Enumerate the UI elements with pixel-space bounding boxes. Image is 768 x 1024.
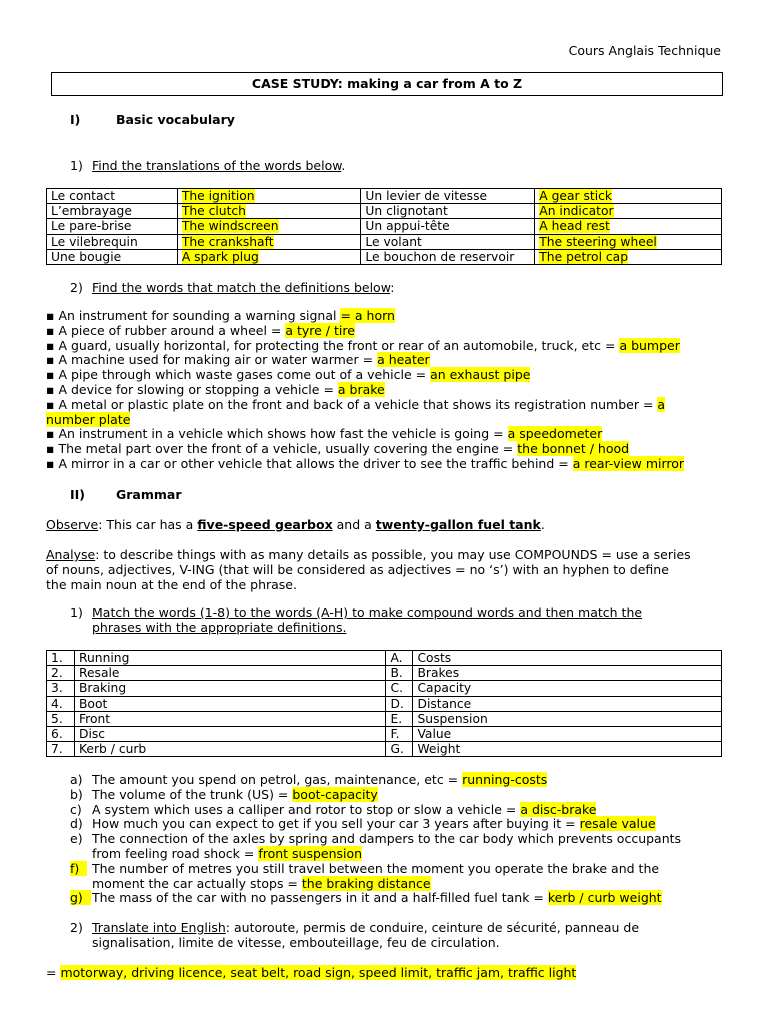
vocab-cell: The petrol cap <box>535 249 722 264</box>
answer-highlight: motorway, driving licence, seat belt, road sign, speed limit, traffic jam, traffic light <box>60 965 577 980</box>
section-heading-vocabulary <box>70 112 235 127</box>
vocab-cell: Un appui-tête <box>361 219 535 234</box>
answer-highlight: a <box>657 396 666 412</box>
definition-line: ▪ A guard, usually horizontal, for protecting the front or rear of an automobile, truck, etc = a bumper <box>46 337 680 353</box>
definition-line: ▪ An instrument in a vehicle which shows how fast the vehicle is going = a speedometer <box>46 426 603 442</box>
section-number: II) <box>70 487 86 502</box>
match-row <box>47 666 722 681</box>
match-cell: Disc <box>74 726 386 741</box>
answer-highlight: a disc-brake <box>520 801 597 817</box>
match-row <box>47 681 722 696</box>
observe-paragraph: Observe: This car has a five-speed gearbox and a twenty-gallon fuel tank. <box>46 517 545 532</box>
item-letter: c) <box>70 801 82 817</box>
match-cell: Suspension <box>413 711 722 726</box>
item-letter: e) <box>70 831 83 847</box>
vocab-cell: The crankshaft <box>177 234 361 249</box>
question-translate: 2) Translate into English: autoroute, permis de conduire, ceinture de sécurité, panneau de signalisation, limite de vitesse, embouteillage, feu de circulation. <box>70 920 640 950</box>
answer-highlight: front suspension <box>258 845 363 861</box>
definition-line: ▪ The metal part over the front of a vehicle, usually covering the engine = the bonnet / hood <box>46 441 630 457</box>
vocab-cell: Le pare-brise <box>47 219 178 234</box>
vocab-cell: Le vilebrequin <box>47 234 178 249</box>
definitions-list <box>46 309 726 472</box>
item-text: The amount you spend on petrol, gas, maintenance, etc = running-costs <box>92 772 548 787</box>
definition-item <box>70 773 730 788</box>
vocab-cell: Le volant <box>361 234 535 249</box>
match-cell: Front <box>74 711 386 726</box>
vocabulary-table <box>46 188 722 265</box>
answer-highlight: the braking distance <box>301 875 431 891</box>
match-cell: E. <box>386 711 413 726</box>
definition-item <box>70 803 730 818</box>
answer-highlight: a speedometer <box>507 426 603 442</box>
vocab-cell: The clutch <box>177 204 361 219</box>
vocab-cell: A head rest <box>535 219 722 234</box>
answer-highlight: = a horn <box>340 308 395 323</box>
item-text: A system which uses a calliper and rotor to stop or slow a vehicle = a disc-brake <box>92 801 597 817</box>
match-row <box>47 742 722 757</box>
vocab-row <box>47 234 722 249</box>
vocab-cell: Le bouchon de reservoir <box>361 249 535 264</box>
item-letter: f) <box>70 862 92 892</box>
definition-line: ▪ A pipe through which waste gases come out of a vehicle = an exhaust pipe <box>46 367 531 383</box>
vocab-row <box>47 204 722 219</box>
document-header: Cours Anglais Technique <box>568 43 721 58</box>
vocab-row <box>47 219 722 234</box>
match-cell: Running <box>74 651 386 666</box>
match-cell: Boot <box>74 696 386 711</box>
vocab-row <box>47 249 722 264</box>
answer-highlight: the bonnet / hood <box>517 441 630 457</box>
answer-highlight: running-costs <box>462 772 548 787</box>
answer-highlight: a tyre / tire <box>285 322 355 338</box>
definition-line: ▪ An instrument for sounding a warning signal = a horn <box>46 308 395 323</box>
vocab-cell: An indicator <box>535 204 722 219</box>
answer-highlight: a bumper <box>619 337 680 353</box>
item-letter: g) <box>70 891 92 906</box>
match-row <box>47 726 722 741</box>
vocab-cell: Un levier de vitesse <box>361 189 535 204</box>
match-cell: Costs <box>413 651 722 666</box>
match-cell: 1. <box>47 651 75 666</box>
match-cell: Brakes <box>413 666 722 681</box>
match-cell: A. <box>386 651 413 666</box>
item-text: The volume of the trunk (US) = boot-capacity <box>92 786 378 802</box>
answer-highlight: boot-capacity <box>292 786 378 802</box>
match-cell: 3. <box>47 681 75 696</box>
definition-item <box>70 832 730 862</box>
vocab-cell: Le contact <box>47 189 178 204</box>
section-heading-grammar <box>70 487 182 502</box>
definition-line: ▪ A device for slowing or stopping a vehicle = a brake <box>46 381 385 397</box>
match-cell: Weight <box>413 742 722 757</box>
question-label: Translate into English <box>92 920 226 935</box>
item-text: The mass of the car with no passengers in it and a half-filled fuel tank = kerb / curb weight <box>92 890 662 906</box>
definition-item <box>70 862 730 892</box>
match-cell: B. <box>386 666 413 681</box>
vocab-cell: The ignition <box>177 189 361 204</box>
question-definitions: 2) Find the words that match the definitions below: <box>70 280 395 295</box>
item-letter: d) <box>70 816 83 832</box>
item-text: How much you can expect to get if you sell your car 3 years after buying it = resale value <box>92 816 656 832</box>
question-match: 1) Match the words (1-8) to the words (A-H) to make compound words and then match the phrases with the appropriate definitions. <box>70 605 643 635</box>
translation-answer: = motorway, driving licence, seat belt, road sign, speed limit, traffic jam, traffic light <box>46 965 577 980</box>
item-letter: b) <box>70 786 83 802</box>
match-row <box>47 651 722 666</box>
match-cell: D. <box>386 696 413 711</box>
item-text: The number of metres you still travel between the moment you operate the brake and the moment the car actually stops = the braking distance <box>92 860 660 891</box>
question-text: Find the words that match the definitions below <box>92 280 391 295</box>
example-compound: five-speed gearbox <box>197 517 333 532</box>
match-cell: Resale <box>74 666 386 681</box>
document-title: CASE STUDY: making a car from A to Z <box>51 72 723 96</box>
definition-line: ▪ A machine used for making air or water warmer = a heater <box>46 352 430 368</box>
definition-line: ▪ A mirror in a car or other vehicle that allows the driver to see the traffic behind = a rear-view mirror <box>46 455 685 471</box>
definition-line: ▪ A piece of rubber around a wheel = a tyre / tire <box>46 322 355 338</box>
vocab-cell: A gear stick <box>535 189 722 204</box>
match-cell: 5. <box>47 711 75 726</box>
matching-table <box>46 650 722 757</box>
answer-highlight: a rear-view mirror <box>572 455 685 471</box>
definition-item <box>70 788 730 803</box>
match-cell: Value <box>413 726 722 741</box>
answer-highlight: a heater <box>377 352 430 368</box>
match-cell: C. <box>386 681 413 696</box>
section-title: Grammar <box>116 487 182 502</box>
vocab-row <box>47 189 722 204</box>
vocab-cell: L’embrayage <box>47 204 178 219</box>
vocab-cell: The steering wheel <box>535 234 722 249</box>
item-letter: a) <box>70 772 83 787</box>
answer-highlight: an exhaust pipe <box>430 367 531 383</box>
match-cell: 7. <box>47 742 75 757</box>
match-cell: Braking <box>74 681 386 696</box>
match-row <box>47 696 722 711</box>
item-text: The connection of the axles by spring and dampers to the car body which prevents occupants from feeling road shock = front suspension <box>92 831 682 861</box>
definition-line <box>46 413 726 428</box>
definition-items <box>70 773 730 906</box>
match-cell: 2. <box>47 666 75 681</box>
match-cell: Distance <box>413 696 722 711</box>
answer-highlight: a brake <box>337 381 385 397</box>
section-number: I) <box>70 112 81 127</box>
answer-highlight: kerb / curb weight <box>547 890 662 906</box>
answer-highlight: number plate <box>46 411 131 427</box>
match-cell: F. <box>386 726 413 741</box>
definition-item <box>70 817 730 832</box>
answer-highlight: resale value <box>579 816 656 832</box>
match-cell: 4. <box>47 696 75 711</box>
section-title: Basic vocabulary <box>116 112 235 127</box>
vocab-cell: The windscreen <box>177 219 361 234</box>
match-cell: Kerb / curb <box>74 742 386 757</box>
match-cell: G. <box>386 742 413 757</box>
match-row <box>47 711 722 726</box>
question-translations: 1) Find the translations of the words below. <box>70 158 346 173</box>
observe-label: Observe <box>46 517 99 532</box>
match-cell: 6. <box>47 726 75 741</box>
analyse-label: Analyse <box>46 547 96 562</box>
match-cell: Capacity <box>413 681 722 696</box>
vocab-cell: A spark plug <box>177 249 361 264</box>
analyse-paragraph: Analyse: to describe things with as many details as possible, you may use COMPOUNDS = use a series of nouns, adjectives, V-ING (that will be considered as adjectives = no ‘s’) with an hyphen to define the main noun at the end of the phrase. <box>46 547 691 592</box>
question-text: Find the translations of the words below <box>92 158 342 173</box>
vocab-cell: Une bougie <box>47 249 178 264</box>
vocab-cell: Un clignotant <box>361 204 535 219</box>
example-compound: twenty-gallon fuel tank <box>375 517 541 532</box>
definition-item <box>70 891 730 906</box>
definition-line: ▪ A metal or plastic plate on the front and back of a vehicle that shows its registration number = a <box>46 396 666 412</box>
